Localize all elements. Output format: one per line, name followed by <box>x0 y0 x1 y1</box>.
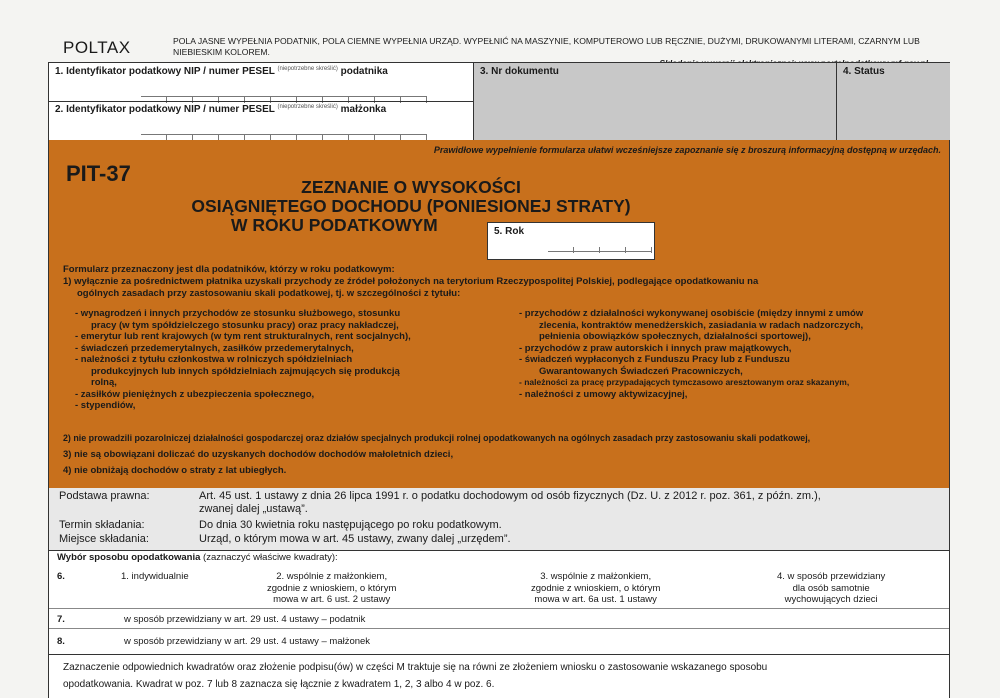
nip-field-label: 1. Identyfikator podatkowy NIP / numer PESEL $^{(niepotrzebne skreślić)}$ podatnika <box>55 66 388 77</box>
place-label: Miejsce składania: <box>59 533 149 545</box>
spouse-nip-field-label: 2. Identyfikator podatkowy NIP / numer PESEL $^{(niepotrzebne skreślić)}$ małżonka <box>55 104 387 115</box>
divider <box>49 628 949 629</box>
field-8-number: 8. <box>57 636 65 647</box>
deadline-value: Do dnia 30 kwietnia roku następującego po roku podatkowym. <box>199 519 502 531</box>
legal-basis-block <box>49 488 949 551</box>
form-code: PIT-37 <box>66 161 131 186</box>
divider <box>49 608 949 609</box>
income-list-left: - wynagrodzeń i innych przychodów ze stosunku służbowego, stosunku pracy (w tym spółdzielczego stosunku pracy) oraz pracy nakładczej, - emerytur lub rent krajowych (w tym rent strukturalnych, rent socjalnych), - świadczeń przedemerytalnych, zasiłków przedemerytalnych, - należności z tytułu członkostwa w rolniczych spółdzielniach produkcyjnych lub innych spółdzielniach zajmujących się produkcją rolną, - zasiłków pieniężnych z ubezpieczenia społecznego, - stypendiów, <box>75 308 411 411</box>
form-title: ZEZNANIE O WYSOKOŚCI OSIĄGNIĘTEGO DOCHODU (PONIESIONEJ STRATY) W ROKU PODATKOWYM <box>191 177 631 235</box>
field-7-number: 7. <box>57 614 65 625</box>
identifier-section <box>48 62 950 142</box>
option-art29-spouse[interactable]: w sposób przewidziany w art. 29 ust. 4 ustawy – małżonek <box>124 636 371 647</box>
income-list-right: - przychodów z działalności wykonywanej osobiście (między innymi z umów zlecenia, kontraktów menedżerskich, zasiadania w radach nadzorczych, pełnienia obowiązków społecznych, działalności sportowej), - przychodów z praw autorskich i innych praw majątkowych, - świadczeń wypłaconych z Funduszu Pracy lub z Funduszu Gwarantowanych Świadczeń Pracowniczych, - należności za pracę przypadających tymczasowo aresztowanym oraz skazanym, - należności z umowy aktywizacyjnej, <box>519 308 864 400</box>
field-6-number: 6. <box>57 571 65 582</box>
legal-basis-value: Art. 45 ust. 1 ustawy z dnia 26 lipca 1991 r. o podatku dochodowym od osób fizycznych (Dz. U. z 2012 r. poz. 361, z późn. zm.), <box>199 490 821 502</box>
status-field: 4. Status <box>836 63 950 141</box>
condition-4: 4) nie obniżają dochodów o straty z lat ubiegłych. <box>63 465 287 476</box>
deadline-label: Termin składania: <box>59 519 145 531</box>
option-individual[interactable]: 1. indywidualnie <box>121 571 189 582</box>
form-header-section <box>48 140 950 489</box>
condition-1: 1) wyłącznie za pośrednictwem płatnika uzyskali przychody ze źródeł położonych na terytorium Rzeczypospolitej Polskiej, podlegające opodatkowaniu na <box>63 276 759 287</box>
choice-footnote: Zaznaczenie odpowiednich kwadratów oraz złożenie podpisu(ów) w części M traktuje się na równi ze złożeniem wniosku o zastosowanie wskazanego sposobu opodatkowania. Kwadrat w poz. 7 lub 8 zaznacza się łącznie z kwadratem 1, 2, 3 albo 4 w poz. 6. <box>63 662 768 690</box>
year-field[interactable]: 5. Rok <box>487 222 655 260</box>
legal-and-choice-section <box>48 488 950 698</box>
form-intro: Formularz przeznaczony jest dla podatników, którzy w roku podatkowym: <box>63 264 395 275</box>
place-value: Urząd, o którym mowa w art. 45 ustawy, zwany dalej „urzędem”. <box>199 533 511 545</box>
divider <box>49 101 473 102</box>
option-art29-taxpayer[interactable]: w sposób przewidziany w art. 29 ust. 4 ustawy – podatnik <box>124 614 366 625</box>
divider <box>49 654 949 655</box>
taxation-choice-heading: Wybór sposobu opodatkowania (zaznaczyć właściwe kwadraty): <box>57 552 338 563</box>
option-joint-art6-2[interactable]: 2. wspólnie z małżonkiem, zgodnie z wnioskiem, o którym mowa w art. 6 ust. 2 ustawy <box>267 571 397 605</box>
condition-3: 3) nie są obowiązani doliczać do uzyskanych dochodów dochodów małoletnich dzieci, <box>63 449 454 460</box>
option-joint-art6a-1[interactable]: 3. wspólnie z małżonkiem, zgodnie z wnioskiem, o którym mowa w art. 6a ust. 1 ustawy <box>531 571 661 605</box>
brochure-hint: Prawidłowe wypełnienie formularza ułatwi wcześniejsze zapoznanie się z broszurą informacyjną dostępną w urzędach. <box>433 145 941 155</box>
nip-input[interactable] <box>141 90 427 97</box>
year-input[interactable] <box>548 245 652 252</box>
condition-2: 2) nie prowadzili pozarolniczej działalności gospodarczej oraz działów specjalnych produkcji rolnej opodatkowanych na ogólnych zasadach przy zastosowaniu skali podatkowej, <box>63 433 811 443</box>
document-number-field: 3. Nr dokumentu <box>473 63 837 141</box>
option-single-parent[interactable]: 4. w sposób przewidziany dla osób samotnie wychowujących dzieci <box>777 571 886 605</box>
brand-label: POLTAX <box>63 38 131 57</box>
legal-basis-label: Podstawa prawna: <box>59 490 150 502</box>
legal-basis-value-cont: zwanej dalej „ustawą”. <box>199 503 308 515</box>
spouse-nip-input[interactable] <box>141 128 427 135</box>
condition-1-cont: ogólnych zasadach przy zastosowaniu skali podatkowej, tj. w szczególności z tytułu: <box>77 288 461 299</box>
instructions-note: POLA JASNE WYPEŁNIA PODATNIK, POLA CIEMNE WYPEŁNIA URZĄD. WYPEŁNIĆ NA MASZYNIE, KOMPUTEROWO LUB RĘCZNIE, DUŻYMI, DRUKOWANYMI LITERAMI, CZARNYM LUB NIEBIESKIM KOLOREM. <box>173 36 920 57</box>
